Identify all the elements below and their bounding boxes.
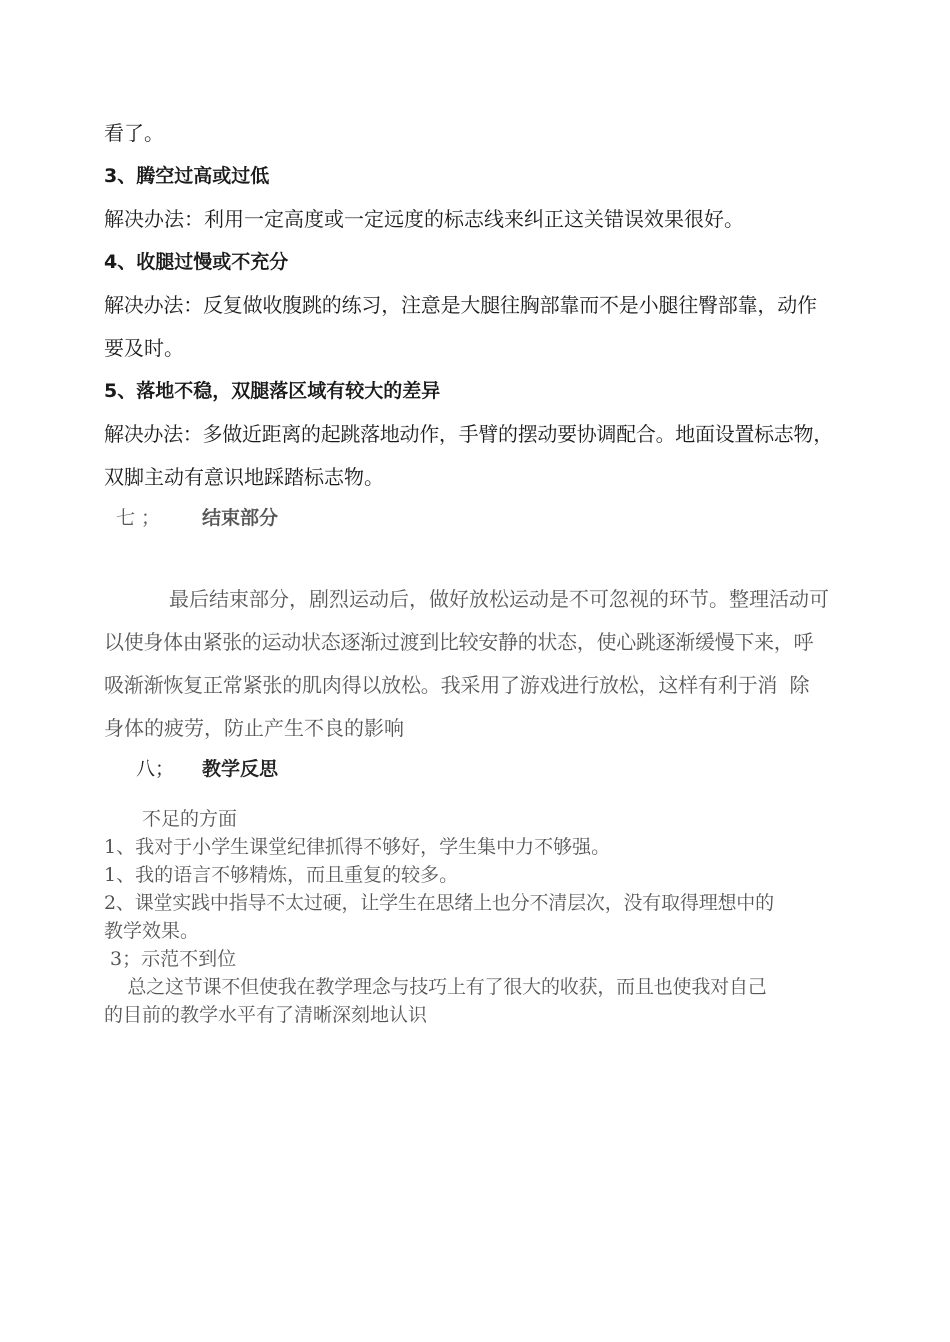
section-8-line4: 教学效果。	[104, 920, 200, 942]
section-7-number: 七 ；	[116, 507, 161, 529]
spacer	[104, 791, 876, 805]
section-8-title: 教学反思	[202, 758, 279, 780]
section-7-para-line3: 吸渐渐恢复正常紧张的肌肉得以放松。我采用了游戏进行放松，这样有利于消 除	[104, 673, 810, 697]
section-8-line7: 的目前的教学水平有了清晰深刻地认识	[104, 1004, 428, 1026]
section-8-heading	[104, 748, 876, 791]
section-8-line3: 2、课堂实践中指导不太过硬，让学生在思绪上也分不清层次，没有取得理想中的	[104, 892, 774, 914]
spacer	[104, 540, 876, 578]
section-8-body	[104, 805, 876, 1029]
section-7-paragraph	[104, 578, 876, 750]
item-5-solution-line2: 双脚主动有意识地踩踏标志物。	[104, 465, 384, 489]
section-7-para-line1: 最后结束部分，剧烈运动后，做好放松运动是不可忽视的环节。整理活动可	[169, 587, 829, 611]
item-3-title: 3、腾空过高或过低	[104, 165, 270, 187]
intro-tail-text: 看了。	[104, 121, 164, 145]
section-7-para-line4: 身体的疲劳，防止产生不良的影响	[104, 716, 404, 740]
section-8-number: 八；	[136, 758, 175, 780]
section-7-para-line2: 以使身体由紧张的运动状态逐渐过渡到比较安静的状态，使心跳逐渐缓慢下来，呼	[104, 630, 814, 654]
section-7-title: 结束部分	[202, 507, 279, 529]
document-page	[104, 112, 876, 1029]
item-5-title: 5、落地不稳，双腿落区域有较大的差异	[104, 380, 441, 402]
section-8-subheading: 不足的方面	[142, 808, 238, 830]
section-8-line2: 1、我的语言不够精炼，而且重复的较多。	[104, 864, 459, 886]
item-5-solution-line1: 解决办法：多做近距离的起跳落地动作，手臂的摆动要协调配合。地面设置标志物，	[104, 422, 833, 446]
section-8-line1: 1、我对于小学生课堂纪律抓得不够好，学生集中力不够强。	[104, 836, 611, 858]
item-4-solution-line1: 解决办法：反复做收腹跳的练习，注意是大腿往胸部靠而不是小腿往臀部靠，动作	[104, 293, 817, 317]
item-4-title: 4、收腿过慢或不充分	[104, 251, 289, 273]
item-4-solution-line2: 要及时。	[104, 336, 184, 360]
section-8-line6: 总之这节课不但使我在教学理念与技巧上有了很大的收获，而且也使我对自己	[104, 976, 767, 998]
section-7-heading	[104, 497, 876, 540]
section-8-line5: 3；示范不到位	[104, 948, 237, 970]
item-3-solution: 解决办法：利用一定高度或一定远度的标志线来纠正这关错误效果很好。	[104, 207, 744, 231]
